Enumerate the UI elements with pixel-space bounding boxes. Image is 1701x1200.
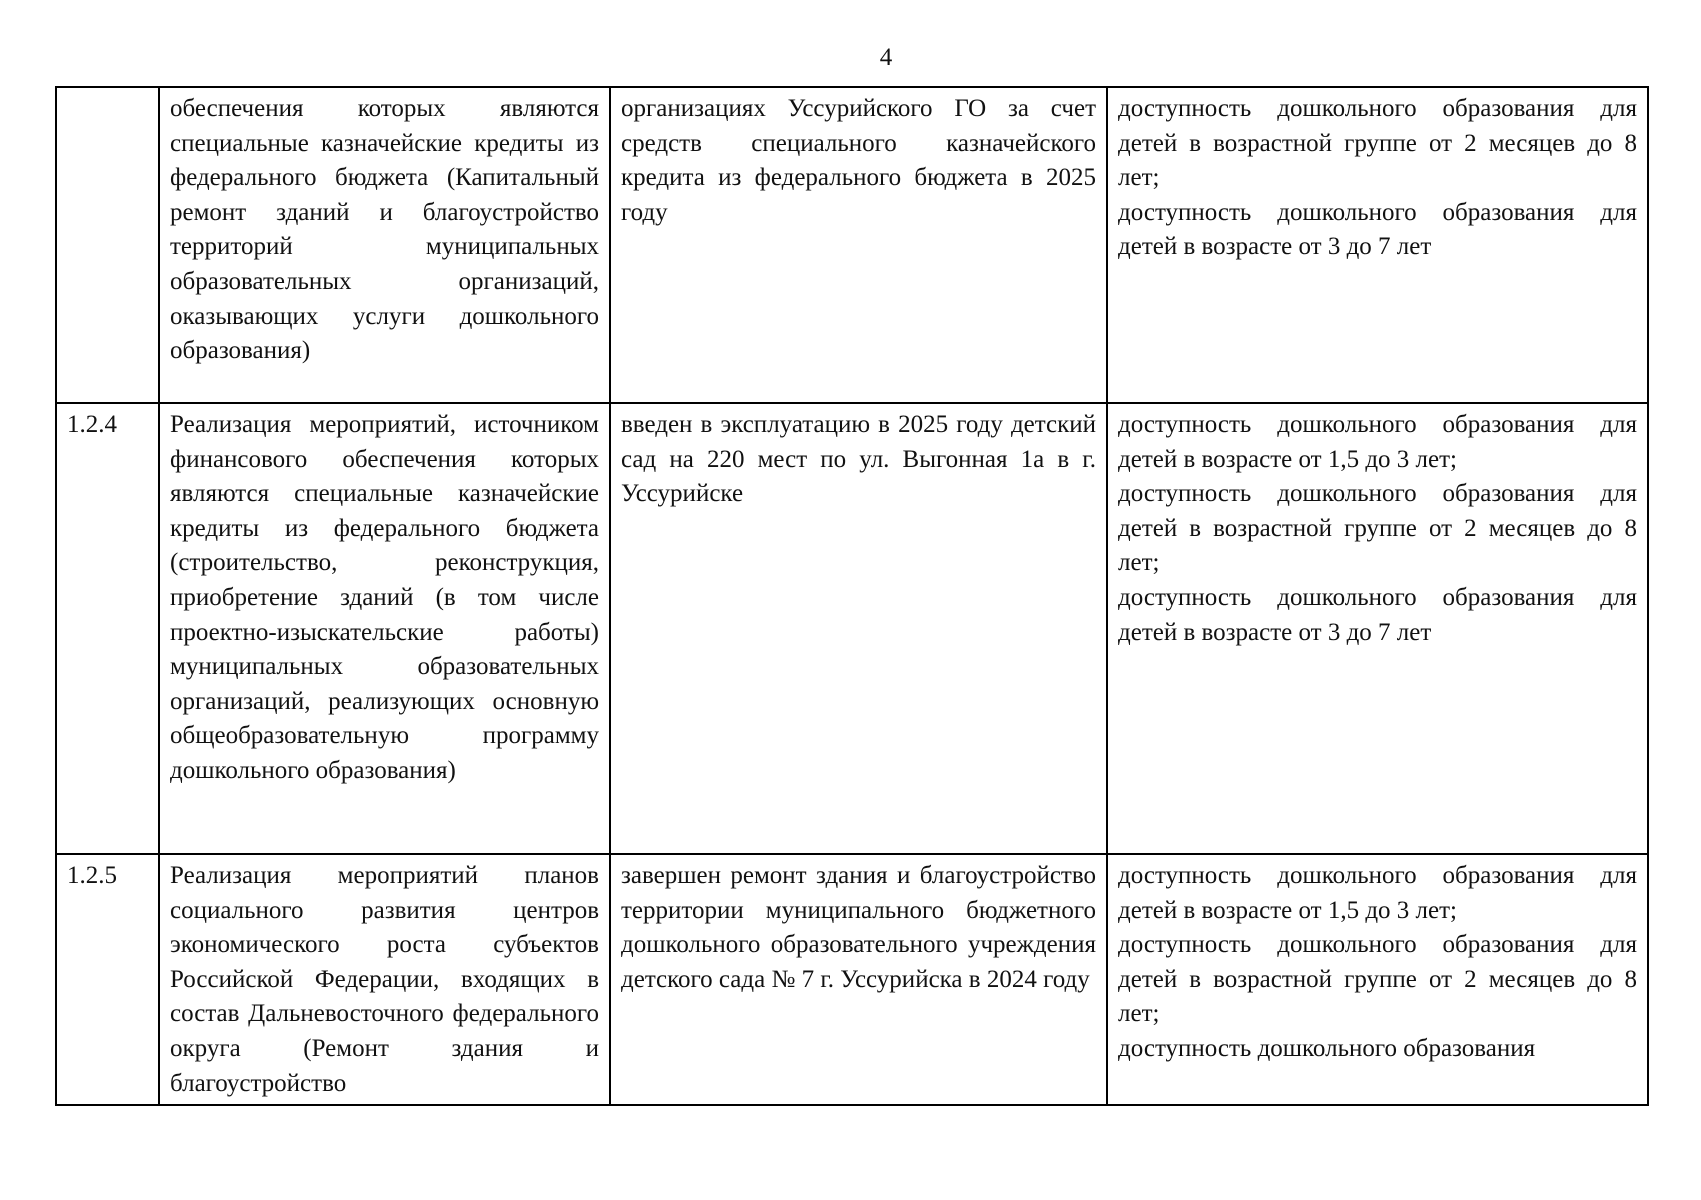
indicators-cell — [1107, 403, 1648, 854]
indicator-item: доступность дошкольного образования для детей в возрастной группе от 2 месяцев до 8 лет; — [1118, 931, 1637, 1028]
result-cell: организациях Уссурийского ГО за счет средств специального казначейского кредита из федерального бюджета в 2025 году — [610, 87, 1107, 403]
indicator-item: доступность дошкольного образования для детей в возрастной группе от 2 месяцев до 8 лет; — [1118, 95, 1637, 192]
indicator-item: доступность дошкольного образования для детей в возрасте от 3 до 7 лет — [1118, 583, 1637, 646]
indicator-item: доступность дошкольного образования — [1118, 1034, 1536, 1062]
indicator-item: доступность дошкольного образования для детей в возрасте от 3 до 7 лет — [1118, 198, 1637, 261]
measure-cell: Реализация мероприятий, источником финансового обеспечения которых являются специальные казначейские кредиты из федерального бюджета (строительство, реконструкция, приобретение зданий (в том числе проектно-изыскательские работы) муниципальных образовательных организаций, реализующих основную общеобразовательную программу дошкольного образования) — [159, 403, 610, 854]
indicator-item: доступность дошкольного образования для детей в возрастной группе от 2 месяцев до 8 лет; — [1118, 480, 1637, 577]
result-cell: завершен ремонт здания и благоустройство территории муниципального бюджетного дошкольного образовательного учреждения детского сада № 7 г. Уссурийска в 2024 году — [610, 854, 1107, 1105]
page-number: 4 — [879, 44, 893, 71]
table-row — [56, 854, 1648, 1105]
table-row — [56, 403, 1648, 854]
result-cell: введен в эксплуатацию в 2025 году детский сад на 220 мест по ул. Выгонная 1а в г. Уссурийске — [610, 403, 1107, 854]
row-number: 1.2.4 — [56, 403, 159, 854]
measures-table — [55, 86, 1649, 1106]
indicator-item: доступность дошкольного образования для детей в возрасте от 1,5 до 3 лет; — [1118, 411, 1637, 473]
row-number — [56, 87, 159, 403]
row-number: 1.2.5 — [56, 854, 159, 1105]
measure-cell: обеспечения которых являются специальные казначейские кредиты из федерального бюджета (Капитальный ремонт зданий и благоустройство территорий муниципальных образовательных организаций, оказывающих услуги дошкольного образования) — [159, 87, 610, 403]
indicators-cell — [1107, 854, 1648, 1105]
measure-cell: Реализация мероприятий планов социального развития центров экономического роста субъектов Российской Федерации, входящих в состав Дальневосточного федерального округа (Ремонт здания и благоустройство — [159, 854, 610, 1105]
indicators-cell — [1107, 87, 1648, 403]
indicator-item: доступность дошкольного образования для детей в возрасте от 1,5 до 3 лет; — [1118, 862, 1637, 924]
table-row — [56, 87, 1648, 403]
